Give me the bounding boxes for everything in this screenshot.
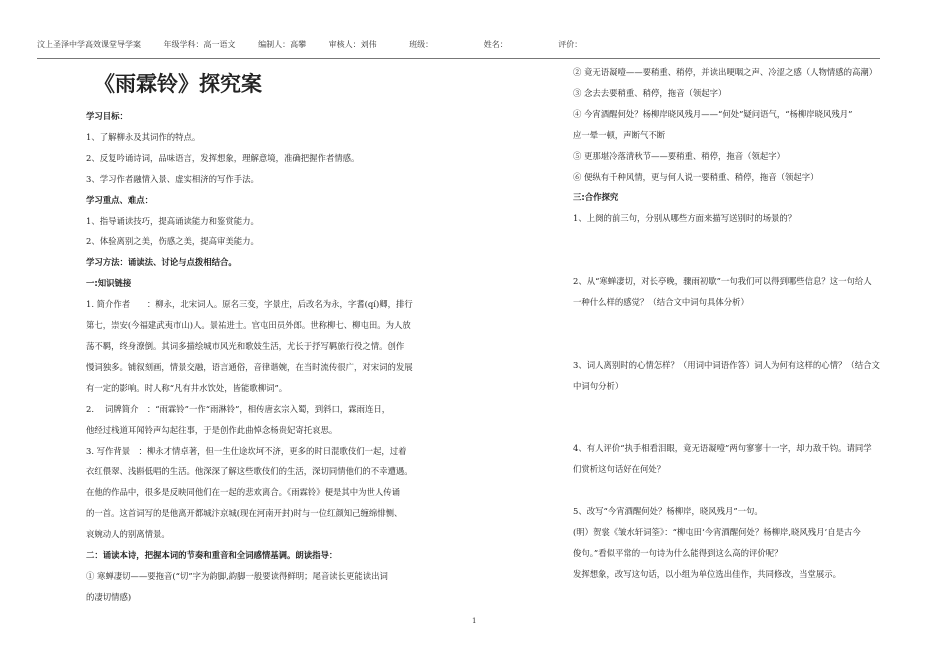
editor-label: 编制人：高攀 bbox=[258, 40, 307, 49]
section3-heading: 三:合作探究 bbox=[573, 192, 619, 203]
section2-heading: 二：诵读本诗，把握本词的节奏和重音和全词感情基调。朗读指导： bbox=[86, 550, 338, 561]
question-5-task: 发挥想象，改写这句话，以小组为单位选出佳作，共同修改，当堂展示。 bbox=[573, 568, 841, 579]
guide-line: ② 竟无语凝噎——要稍重、稍停，并读出哽咽之声、冷涩之感（人物情感的高潮） bbox=[573, 67, 878, 77]
question-5: 5、改写“今宵酒醒何处？杨柳岸，晓风残月”一句。 bbox=[573, 505, 763, 516]
method-line: 学习方法：诵读法、讨论与点拨相结合。 bbox=[86, 257, 237, 268]
author-line: 第七，崇安(今福建武夷市山)人。景祐进士。官屯田员外郎。世称柳七、柳屯田。为人放 bbox=[86, 320, 411, 331]
tune-line: 他经过栈道耳闻铃声勾起往事，于是创作此曲悼念杨贵妃寄托哀思。 bbox=[86, 424, 338, 435]
guide-line: ③ 念去去要稍重、稍停，拖音（领起字） bbox=[573, 87, 727, 98]
goal-item: 2、反复吟诵诗词，品味语言，发挥想象，理解意境，准确把握作者情感。 bbox=[86, 152, 360, 163]
author-line: 1. 简介作者 ：柳永，北宋词人。原名三变，字景庄，后改名为永，字耆(qí)卿，排行 bbox=[86, 299, 413, 310]
question-5-quote-cont: 俊句。”看似平常的一句诗为什么能得到这么高的评价呢？ bbox=[573, 547, 783, 558]
question-3-cont: 中词句分析） bbox=[573, 380, 624, 391]
background-line: 3. 写作背景 ：柳永才情卓著，但一生仕途坎坷不济，更多的时日混歌伎们一起，过着 bbox=[86, 445, 407, 456]
school-name: 汶上圣泽中学高效课堂导学案 bbox=[37, 40, 141, 49]
section1-heading: 一:知识链接 bbox=[86, 278, 132, 289]
page-header bbox=[37, 39, 877, 50]
background-line: 在他的作品中，很多是反映同他们在一起的悲欢离合。《雨霖铃》便是其中为世人传诵 bbox=[86, 487, 401, 498]
background-line: 的一首。这首词写的是他离开都城汴京城(现在河南开封)时与一位红颜知己缠绵悱恻、 bbox=[86, 508, 403, 519]
background-line: 哀婉动人的别离情景。 bbox=[86, 529, 170, 540]
guide-line: ⑥ 便纵有千种风情，更与何人说一要稍重、稍停，拖音（领起字） bbox=[573, 171, 819, 182]
reviewer-label: 审核人：刘伟 bbox=[328, 40, 377, 49]
author-line: 荡不羁，终身潦倒。其词多描绘城市风光和歌妓生活，尤长于抒写羁旅行役之情。创作 bbox=[86, 340, 405, 351]
name-label: 姓名： bbox=[483, 40, 508, 49]
key-item: 1、指导诵读技巧，提高诵读能力和鉴赏能力。 bbox=[86, 215, 259, 226]
page-number: 1 bbox=[472, 617, 477, 625]
left-column bbox=[86, 66, 458, 608]
question-3: 3、词人离别时的心情怎样？（用词中词语作答）词人为何有这样的心情？（结合文 bbox=[573, 359, 880, 370]
class-label: 班级： bbox=[409, 40, 434, 49]
header-divider bbox=[37, 58, 880, 59]
question-4-cont: 们赏析这句话好在何处？ bbox=[573, 464, 666, 475]
right-column bbox=[573, 62, 918, 585]
background-line: 衣红偎翠、浅斟低唱的生活。他深深了解这些歌伎们的生活，深切同情他们的不幸遭遇。 bbox=[86, 466, 413, 477]
goal-item: 3、学习作者融情入景、虚实相济的写作手法。 bbox=[86, 173, 259, 184]
guide-line: 应一晕一顿，声断气不断 bbox=[573, 129, 666, 140]
tune-line: 2. 词牌简介 ：“雨霖铃”一作“雨淋铃”，相传唐玄宗入蜀，到斜口，霖雨连日， bbox=[86, 403, 391, 414]
subject-label: 年级学科：高一语文 bbox=[163, 40, 236, 49]
page-title: 《雨霖铃》探究案 bbox=[94, 72, 262, 96]
question-5-quote: (明）贺裳《皱水轩词筌》：“柳屯田‘今宵酒醒何处？杨柳岸,晓风残月’自是古今 bbox=[573, 526, 861, 537]
guide-line: ⑤ 更那堪冷落清秋节——要稍重、稍停，拖音（领起字） bbox=[573, 150, 786, 161]
guide-line: ① 寒蝉凄切——要拖音(“切”字为韵脚,韵脚一般要读得鲜明；尾音读长更能读出词 bbox=[86, 570, 388, 581]
question-2: 2、从“寒蝉凄切，对长亭晚，骤雨初歇”一句我们可以得到哪些信息？这一句给人 bbox=[573, 276, 872, 287]
question-4: 4、有人评价“执手相看泪眼，竟无语凝噎”两句寥寥十一字，却力敌千钧。请同学 bbox=[573, 443, 872, 454]
goal-item: 1、了解柳永及其词作的特点。 bbox=[86, 131, 201, 142]
author-line: 有一定的影响。时人称“凡有井水饮处，皆能歌柳词”。 bbox=[86, 382, 288, 393]
guide-line: ④ 今宵酒醒何处？杨柳岸晓风残月——“何处”疑问语气，“杨柳岸晓风残月” bbox=[573, 108, 853, 119]
evaluation-label: 评价： bbox=[558, 40, 583, 49]
author-line: 慢词独多。铺叙刻画，情景交融，语言通俗，音律谐婉，在当时流传很广，对宋词的发展 bbox=[86, 361, 413, 372]
question-2-cont: 一种什么样的感觉？（结合文中词句具体分析） bbox=[573, 296, 749, 307]
key-heading: 学习重点、难点： bbox=[86, 194, 153, 205]
key-item: 2、体验离别之美，伤感之美，提高审美能力。 bbox=[86, 236, 259, 247]
guide-line: 的凄切情感) bbox=[86, 591, 132, 602]
goals-heading: 学习目标： bbox=[86, 111, 128, 121]
question-1: 1、上阕的前三句，分别从哪些方面来描写送别时的场景的？ bbox=[573, 213, 797, 224]
